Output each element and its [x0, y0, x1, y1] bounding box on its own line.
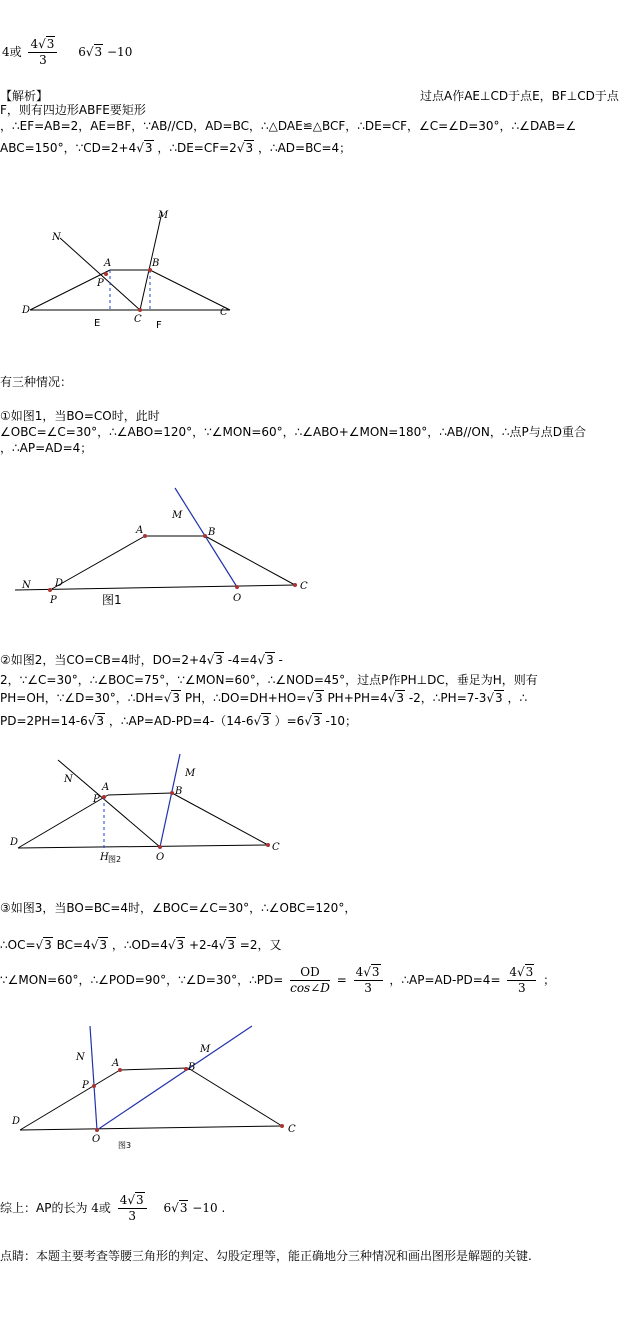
label-M: M: [158, 210, 169, 221]
label-B: B: [188, 1062, 196, 1073]
label-O: O: [156, 852, 165, 863]
label-B: B: [208, 527, 216, 538]
label-C-mid: C: [134, 314, 142, 325]
intro-line-1: F，则有四边形ABFE要矩形: [0, 103, 146, 117]
answer-c: 6√3 −10: [78, 45, 133, 59]
intro-right: 过点A作AE⊥CD于点E，BF⊥CD于点: [420, 89, 619, 103]
label-E: E: [94, 318, 101, 329]
label-N: N: [64, 774, 73, 785]
summary-line: 综上：AP的长为 4或 $\frac{4√3}{3}$ 6√3 −10 .: [0, 1193, 226, 1223]
label-D: D: [10, 837, 19, 848]
intro-line-2: ，∴EF=AB=2，AE=BF，∵AB//CD，AD=BC，∴△DAE≌△BCF，∴DE=CF，∠C=∠D=30°，∴∠DAB=∠: [0, 119, 577, 133]
frac-4sqrt3-3-a: $\frac{4√3}{3}$: [354, 965, 383, 996]
figure-1: [0, 480, 630, 620]
three-cases: 有三种情况：: [0, 375, 73, 389]
case1-line-2: ∠OBC=∠C=30°，∴∠ABO=120°，∵∠MON=60°，∴∠ABO+∠MON=180°，∴AB//ON，∴点P与点D重合: [0, 425, 586, 439]
label-P: P: [82, 1080, 89, 1091]
note-line: 点睛：本题主要考查等腰三角形的判定、勾股定理等，能正确地分三种情况和画出图形是解题的关键.: [0, 1249, 532, 1263]
label-C: C: [272, 842, 280, 853]
label-D: D: [22, 305, 31, 316]
label-P: P: [93, 794, 100, 805]
label-M: M: [185, 768, 196, 779]
label-O: O: [92, 1134, 101, 1145]
label-O: O: [233, 593, 242, 604]
fig1-caption: 图1: [102, 593, 122, 607]
figure-3: [0, 1022, 630, 1152]
case3-line-3: ∵∠MON=60°，∴∠POD=90°，∵∠D=30°，∴PD= $\frac{OD}{\cos\angle D}$ = $\frac{4√3}{3}$ ，∴AP=AD-PD=4= $\frac{4√3}{3}$ ；: [0, 965, 556, 995]
case3-line-1: ③如图3，当BO=BC=4时，∠BOC=∠C=30°，∴∠OBC=120°，: [0, 901, 357, 915]
case2-line-4: PD=2PH=14-6√3 ，∴AP=AD-PD=4-（14-6√3 ）=6√3 -10；: [0, 714, 358, 728]
figure-2: [0, 750, 630, 880]
label-C: C: [300, 581, 308, 592]
fig2-caption: 图2: [108, 855, 122, 864]
label-N: N: [22, 580, 31, 591]
label-C: C: [288, 1124, 296, 1135]
label-P: P: [50, 595, 57, 606]
label-F: F: [156, 320, 162, 331]
fig3-caption: 图3: [118, 1141, 132, 1150]
label-M: M: [172, 510, 183, 521]
label-D: D: [12, 1116, 21, 1127]
frac-4sqrt3-3-b: $\frac{4√3}{3}$: [507, 965, 536, 996]
label-B: B: [152, 258, 160, 269]
label-N: N: [52, 232, 61, 243]
case2-line-3: PH=OH，∵∠D=30°，∴DH=√3 PH，∴DO=DH+HO=√3 PH+PH=4√3 -2，∴PH=7-3√3 ，∴: [0, 691, 528, 705]
case3-line-2: ∴OC=√3 BC=4√3 ，∴OD=4√3 +2-4√3 =2，又: [0, 938, 282, 952]
label-D: D: [55, 578, 64, 589]
answer-top: [2, 37, 132, 68]
case1-line-1: ①如图1，当BO=CO时，此时: [0, 409, 160, 423]
label-A: A: [104, 258, 112, 269]
frac-od-cos: $\frac{OD}{\cos\angle D}$: [290, 965, 330, 995]
case2-line-1: ②如图2，当CO=CB=4时，DO=2+4√3 -4=4√3 -: [0, 653, 283, 667]
label-A: A: [102, 782, 110, 793]
case1-line-3: ，∴AP=AD=4；: [0, 441, 93, 455]
answer-a: 4或: [2, 45, 22, 59]
answer-fraction: $\frac{4√3}{3}$: [28, 37, 57, 68]
label-N: N: [76, 1052, 85, 1063]
label-C: C: [220, 307, 228, 318]
label-A: A: [136, 525, 144, 536]
jiexi-label: 【解析】: [0, 89, 49, 103]
label-H: H: [100, 852, 109, 863]
label-B: B: [175, 786, 183, 797]
case2-line-2: 2，∵∠C=30°，∴∠BOC=75°，∵∠MON=60°，∴∠NOD=45°，过点P作PH⊥DC，垂足为H，则有: [0, 673, 538, 687]
label-M: M: [200, 1044, 211, 1055]
figure-trapezoid-intro: [0, 200, 630, 340]
label-P: P: [97, 278, 104, 289]
summary-fraction: $\frac{4√3}{3}$: [118, 1193, 147, 1224]
label-A: A: [112, 1058, 120, 1069]
intro-line-3: ABC=150°，∵CD=2+4√3 ，∴DE=CF=2√3 ，∴AD=BC=4；: [0, 141, 352, 155]
